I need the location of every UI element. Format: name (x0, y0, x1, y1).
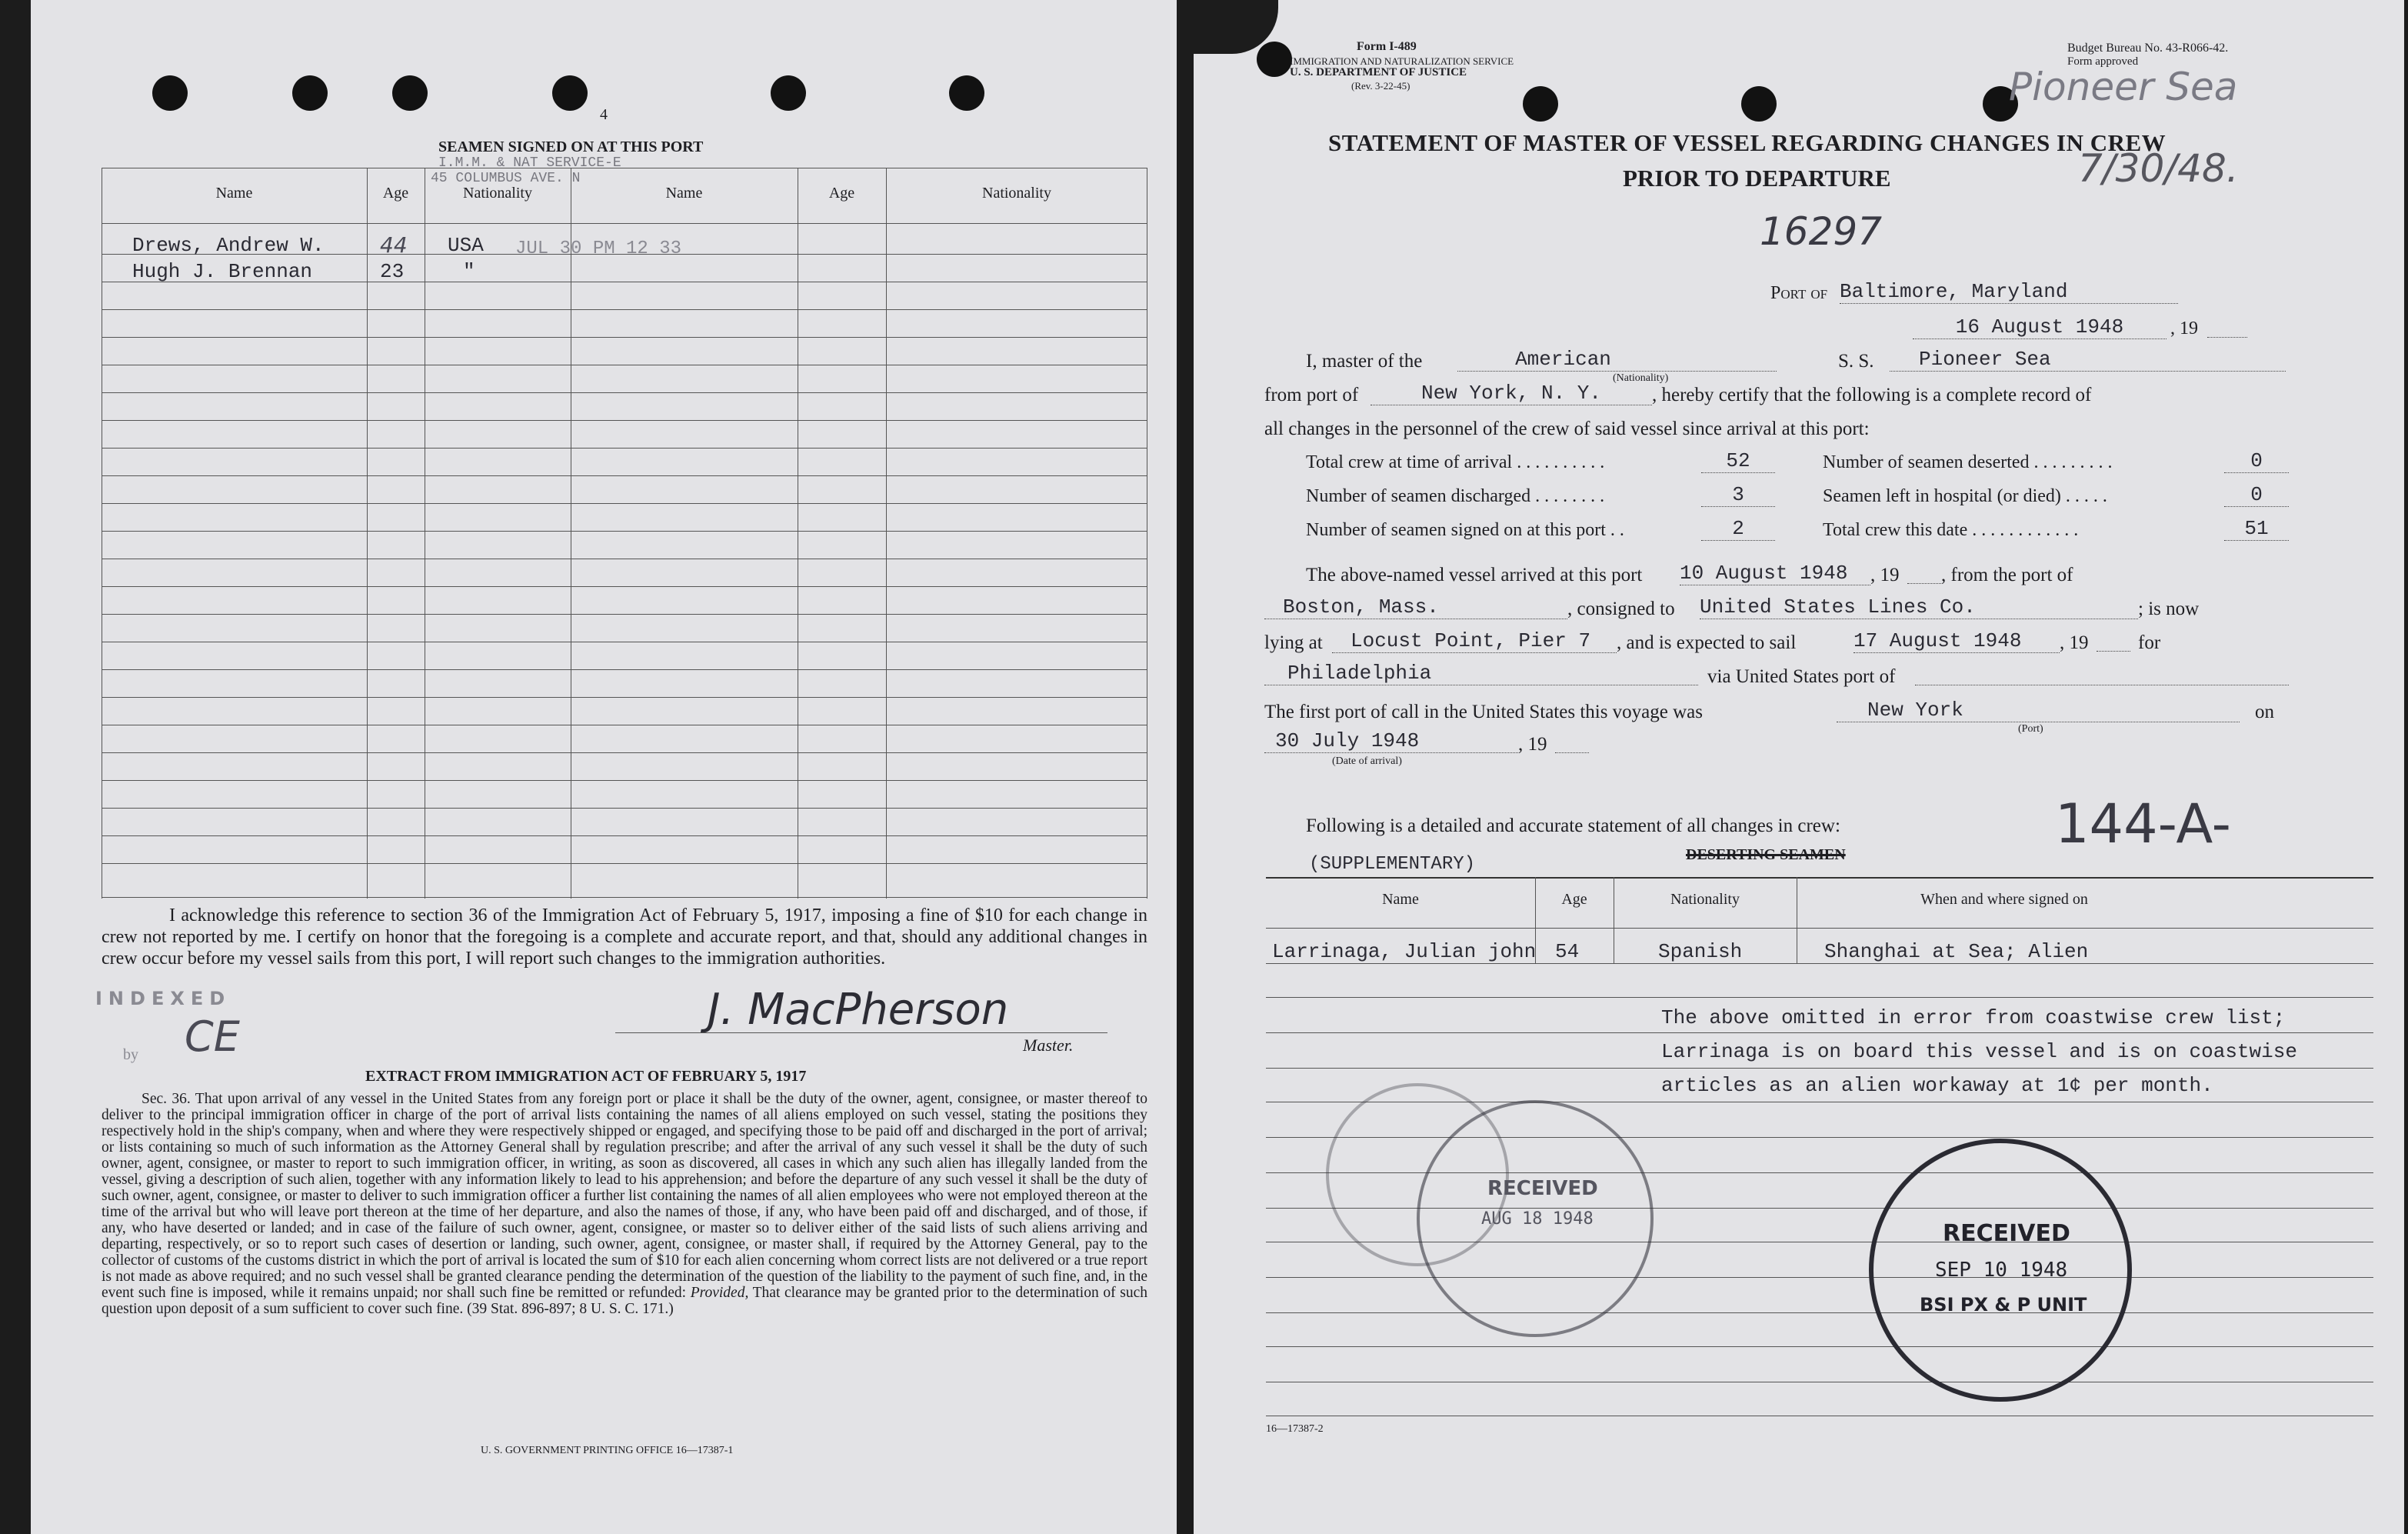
sail-year-blank (2097, 651, 2130, 652)
punch-hole (152, 75, 188, 111)
first-date-year-blank (1555, 752, 1589, 753)
punch-hole (949, 75, 984, 111)
handwritten-date-note: 7/30/48. (2078, 146, 2239, 191)
crew-row-name: Larrinaga, Julian john (1272, 940, 1537, 963)
master-label: Master. (1023, 1035, 1074, 1055)
year-blank (2207, 337, 2247, 338)
overlay-stamp-date: JUL 30 PM 12 33 (515, 238, 682, 259)
table-row-age: 23 (380, 260, 405, 283)
overlay-stamp-line2: 45 COLUMBUS AVE. N (431, 171, 581, 186)
seamen-discharged-value: 3 (1701, 483, 1775, 507)
is-now-label: ; is now (2138, 599, 2200, 619)
total-crew-arrival-label: Total crew at time of arrival . . . . . . . . . . (1306, 452, 1605, 472)
crew-col-name: Name (1382, 891, 1419, 908)
page-number: 4 (600, 106, 608, 123)
crew-col-age: Age (1561, 891, 1587, 908)
total-crew-date-label: Total crew this date . . . . . . . . . . . . (1823, 520, 2079, 540)
master-of-the-label: I, master of the (1306, 351, 1423, 372)
from-port-label: from port of (1264, 385, 1359, 405)
port-of-label: Port of (1770, 283, 1828, 303)
on-label: on (2255, 702, 2274, 722)
overlay-stamp-line1: I.M.M. & NAT SERVICE-E (438, 155, 621, 171)
certify-text: , hereby certify that the following is a complete record of (1652, 385, 2092, 405)
crew-col-signed-on: When and where signed on (1920, 891, 2088, 908)
crew-col-nationality: Nationality (1670, 891, 1740, 908)
expected-label: , and is expected to sail (1617, 632, 1797, 653)
vessel-name: Pioneer Sea (1890, 348, 2286, 372)
agency-line2: U. S. DEPARTMENT OF JUSTICE (1290, 66, 1467, 78)
extract-title: EXTRACT FROM IMMIGRATION ACT OF FEBRUARY 5, 1917 (365, 1068, 807, 1085)
stamp2-label: RECEIVED (1943, 1220, 2070, 1247)
table-row-name: Drews, Andrew W. (132, 234, 325, 257)
crew-row-nationality: Spanish (1658, 940, 1743, 963)
right-page (1194, 0, 2404, 1534)
printing-office: U. S. GOVERNMENT PRINTING OFFICE 16—17387-1 (481, 1445, 734, 1456)
col-header-name-2: Name (665, 185, 703, 202)
punch-hole (392, 75, 428, 111)
budget-bureau: Budget Bureau No. 43-R066-42. (2067, 42, 2229, 55)
total-crew-arrival-value: 52 (1701, 449, 1775, 473)
form-number: Form I-489 (1357, 40, 1417, 53)
stamp1-label: RECEIVED (1487, 1177, 1598, 1200)
extract-body: Sec. 36. That upon arrival of any vessel in the United States from any foreign port or place it shall be the duty of the owner, agent, consignee, or master thereof to deliver to the principal immigration officer in charge of the port of arrival lists containing the names of all aliens employed on such vessel, stating the positions they respectively hold in the ship's company, when and where they were respectively shipped or engaged, and specifying those to be paid off and discharged in the port of arrival; or lists containing so much of such information as the Attorney General shall by regulation prescribe; and after the arrival of any such vessel it shall be the duty of such owner, agent, consignee, or master to report to such immigration officer, in writing, as soon as discovered, all cases in which any such alien has illegally landed from the vessel, giving a description of such alien, together with any information likely to lead to his apprehension; and before the departure of any such vessel it shall be the duty of such owner, agent, consignee, or master to deliver to such immigration officer a further list containing the names of all alien employees who were not employed thereon at the time of the arrival but who will leave port thereon at the time of her departure, and also the names of those, if any, who have been paid off and discharged, and of those, if any, who have deserted or landed; and in case of the failure of such owner, agent, consignee, or master so to deliver either of the said lists of such aliens arriving and departing, respectively, or so to report such cases of desertion or landing, such owner, agent, consignee, or master shall, if required by the Attorney General, pay to the collector of customs of the customs district in which the port of arrival is located the sum of $10 for each alien concerning whom correct lists are not delivered or a true report is not made as above required; and no such vessel shall be granted clearance pending the determination of the question of the liability to the payment of such fine, and, in the event such fine is imposed, while it remains unpaid; nor shall such fine be remitted or refunded: (102, 1091, 1147, 1301)
table-row-name: Hugh J. Brennan (132, 260, 313, 283)
deserting-seamen-struck: DESERTING SEAMEN (1686, 846, 1846, 863)
seamen-signed-on-table (102, 168, 1147, 899)
printing-code: 16—17387-2 (1266, 1423, 1324, 1435)
first-date: 30 July 1948 (1264, 729, 1518, 753)
punch-hole (552, 75, 588, 111)
extract-text (102, 1091, 1147, 1317)
extract-tail: That clearance may be granted prior to the determination of such question upon deposit of a sum sufficient to cover such fine. (39 Stat. 896-897; 8 U. S. C. 171.) (102, 1285, 1147, 1317)
year-suffix: , 19 (2170, 318, 2198, 338)
from-port-value: New York, N. Y. (1371, 382, 1652, 405)
stamp2-unit: BSI PX & P UNIT (1920, 1294, 2087, 1316)
lying-at-label: lying at (1264, 632, 1323, 653)
stamp1-date: AUG 18 1948 (1481, 1209, 1594, 1229)
first-date-year-suffix: , 19 (1518, 734, 1547, 755)
extract-provided: Provided, (690, 1285, 749, 1301)
seamen-deserted-value: 0 (2224, 449, 2289, 473)
consigned-to: United States Lines Co. (1700, 595, 2138, 619)
sail-year-suffix: , 19 (2060, 632, 2089, 653)
supplementary-note: (SUPPLEMENTARY) (1309, 854, 1476, 875)
nationality-caption: (Nationality) (1613, 372, 1669, 384)
date-caption: (Date of arrival) (1332, 755, 1402, 767)
seamen-deserted-label: Number of seamen deserted . . . . . . . . . (1823, 452, 2113, 472)
acknowledgment-text: I acknowledge this reference to section 36 of the Immigration Act of February 5, 1917, imposing a fine of $10 for each change in crew not reported by me. I certify on honor that the foregoing is a complete and accurate report, and that, should any additional changes in crew occur before my vessel sails from this port, I will report such changes to the immigration authorities. (102, 905, 1147, 969)
col-header-age: Age (382, 185, 409, 202)
port-of-value: Baltimore, Maryland (1840, 280, 2178, 304)
from-port-of-label: , from the port of (1941, 565, 2073, 585)
destination: Philadelphia (1264, 662, 1698, 685)
col-header-name: Name (215, 185, 253, 202)
punch-hole (1523, 86, 1558, 122)
table-row-nationality: " (463, 260, 475, 283)
handwritten-vessel-note: Pioneer Sea (2009, 65, 2238, 109)
initials: CE (185, 1012, 240, 1061)
punch-hole (1257, 42, 1292, 77)
remark-line: articles as an alien workaway at 1¢ per month. (1661, 1074, 2213, 1097)
crew-row-signed-on: Shanghai at Sea; Alien (1824, 940, 2089, 963)
seamen-discharged-label: Number of seamen discharged . . . . . . . . (1306, 486, 1605, 506)
punch-hole (292, 75, 328, 111)
statement-date: 16 August 1948 (1913, 315, 2167, 339)
arrived-label: The above-named vessel arrived at this port (1306, 565, 1643, 585)
indexed-by-label: by (123, 1046, 138, 1063)
agency-line1: IMMIGRATION AND NATURALIZATION SERVICE (1290, 55, 1514, 67)
seamen-hospital-value: 0 (2224, 483, 2289, 507)
port-caption: (Port) (2018, 723, 2043, 735)
punch-hole (1741, 86, 1777, 122)
master-signature: J. MacPherson (708, 985, 1009, 1035)
received-stamp-sep (1869, 1139, 2132, 1402)
lying-at: Locust Point, Pier 7 (1332, 629, 1617, 653)
via-label: via United States port of (1707, 666, 1896, 687)
form-approved: Form approved (2067, 55, 2139, 68)
crew-row-age: 54 (1555, 940, 1580, 963)
form-revision: (Rev. 3-22-45) (1351, 80, 1410, 92)
following-label: Following is a detailed and accurate statement of all changes in crew: (1306, 815, 1840, 836)
table-row-nationality: USA (448, 234, 484, 257)
form-title-line2: PRIOR TO DEPARTURE (1623, 165, 1891, 192)
file-number: 16297 (1760, 209, 1883, 254)
seamen-hospital-label: Seamen left in hospital (or died) . . . . . (1823, 486, 2107, 506)
remark-line: Larrinaga is on board this vessel and is on coastwise (1661, 1040, 2297, 1063)
indexed-stamp: INDEXED (95, 988, 231, 1009)
seamen-signed-on-value: 2 (1701, 517, 1775, 541)
stamp2-date: SEP 10 1948 (1935, 1259, 2068, 1282)
total-crew-date-value: 51 (2224, 517, 2289, 541)
first-port: New York (1837, 699, 2240, 722)
nationality-value: American (1457, 348, 1777, 372)
all-changes-text: all changes in the personnel of the crew of said vessel since arrival at this port: (1264, 419, 1870, 439)
ss-label: S. S. (1838, 351, 1874, 372)
col-header-nationality: Nationality (463, 185, 532, 202)
first-port-label: The first port of call in the United States this voyage was (1264, 702, 1704, 722)
seamen-signed-on-label: Number of seamen signed on at this port . . (1306, 520, 1624, 540)
punch-hole (771, 75, 806, 111)
form-title-line1: STATEMENT OF MASTER OF VESSEL REGARDING CHANGES IN CREW (1328, 129, 2167, 156)
signature-line (615, 1032, 1107, 1033)
section-title: SEAMEN SIGNED ON AT THIS PORT (438, 138, 704, 155)
col-header-nationality-2: Nationality (982, 185, 1051, 202)
remark-line: The above omitted in error from coastwise crew list; (1661, 1006, 2286, 1029)
handwritten-code: 144-A- (2055, 792, 2231, 855)
arrived-from: Boston, Mass. (1264, 595, 1567, 619)
arrived-date: 10 August 1948 (1680, 562, 1870, 585)
consigned-label: , consigned to (1567, 599, 1675, 619)
left-page (31, 0, 1177, 1534)
sail-date: 17 August 1948 (1853, 629, 2060, 653)
received-stamp-aug (1417, 1100, 1654, 1337)
arrived-year-suffix: , 19 (1870, 565, 1900, 585)
for-label: for (2138, 632, 2161, 653)
col-header-age-2: Age (828, 185, 855, 202)
table-row-age: 44 (380, 232, 408, 258)
arrived-year-blank (1907, 583, 1941, 584)
